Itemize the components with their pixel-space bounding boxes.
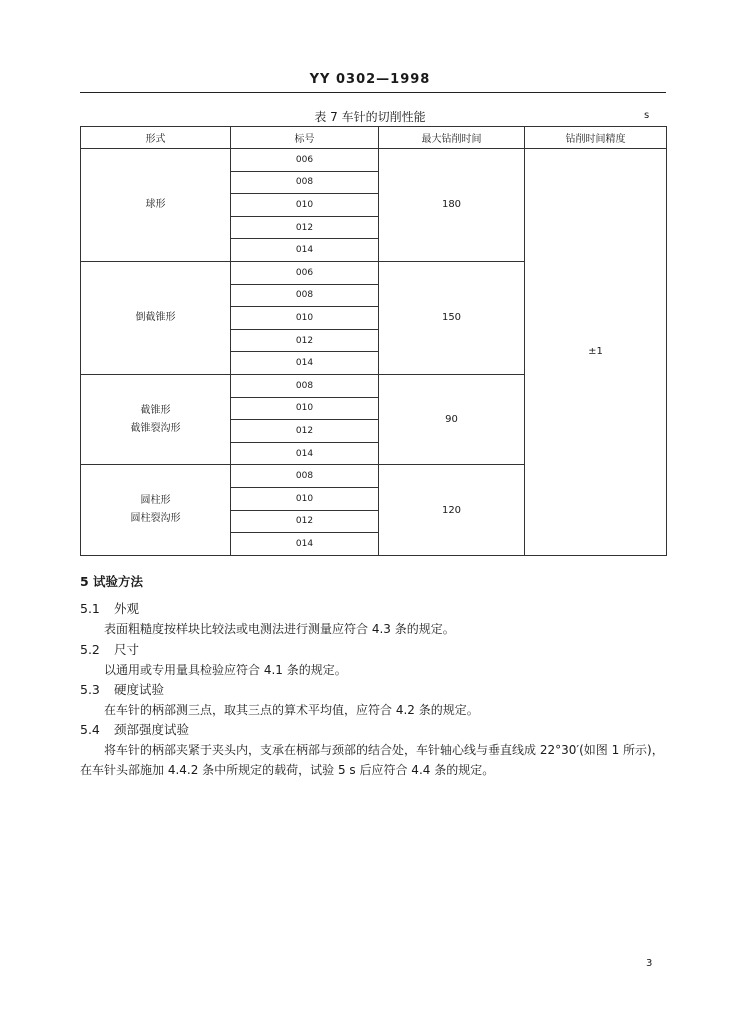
shape-cell bbox=[81, 149, 231, 262]
shape-label: 倒截锥形 bbox=[135, 311, 176, 323]
subsection-title: 颈部强度试验 bbox=[113, 722, 189, 737]
shape-label: 圆柱形 bbox=[140, 495, 171, 506]
code-cell: 008 bbox=[231, 374, 379, 397]
standard-header-title: YY 0302—1998 bbox=[309, 72, 431, 87]
code-cell: 012 bbox=[231, 216, 379, 239]
max-time-cell: 150 bbox=[379, 261, 525, 374]
max-time-cell: 90 bbox=[379, 374, 525, 464]
code-cell: 010 bbox=[231, 307, 379, 330]
section-heading-test-methods: 5 试验方法 bbox=[80, 574, 144, 589]
subsection-number: 5.1 bbox=[80, 601, 100, 616]
code-cell: 014 bbox=[231, 239, 379, 262]
code-cell: 008 bbox=[231, 171, 379, 194]
header-max-time: 最大钻削时间 bbox=[379, 127, 525, 149]
header-code: 标号 bbox=[231, 127, 379, 149]
code-cell: 014 bbox=[231, 352, 379, 375]
code-cell: 008 bbox=[231, 284, 379, 307]
code-cell: 006 bbox=[231, 149, 379, 172]
shape-cell bbox=[81, 261, 231, 374]
header-precision: 钻削时间精度 bbox=[525, 127, 667, 149]
code-cell: 006 bbox=[231, 261, 379, 284]
subsection-number: 5.2 bbox=[80, 642, 100, 657]
code-cell: 008 bbox=[231, 465, 379, 488]
table-caption: 表 7 车针的切削性能 bbox=[314, 110, 426, 124]
subsection-number: 5.4 bbox=[80, 722, 100, 737]
subsection-title: 外观 bbox=[113, 601, 139, 616]
subsection-title: 硬度试验 bbox=[113, 682, 164, 697]
shape-label: 圆柱裂沟形 bbox=[130, 513, 181, 524]
header-shape: 形式 bbox=[81, 127, 231, 149]
code-cell: 014 bbox=[231, 442, 379, 465]
subsection-5-3-text: 在车针的柄部测三点，取其三点的算术平均值，应符合 4.2 条的规定。 bbox=[104, 703, 479, 717]
shape-cell bbox=[81, 465, 231, 555]
subsection-5-2-text: 以通用或专用量具检验应符合 4.1 条的规定。 bbox=[104, 663, 347, 677]
code-cell: 010 bbox=[231, 397, 379, 420]
code-cell: 012 bbox=[231, 329, 379, 352]
table-row bbox=[81, 149, 667, 172]
code-cell: 012 bbox=[231, 420, 379, 443]
table-header-row bbox=[81, 127, 667, 149]
subsection-5-1-text: 表面粗糙度按样块比较法或电测法进行测量应符合 4.3 条的规定。 bbox=[104, 622, 455, 636]
code-cell: 010 bbox=[231, 194, 379, 217]
table-unit: s bbox=[644, 110, 650, 121]
subsection-number: 5.3 bbox=[80, 682, 100, 697]
subsection-title: 尺寸 bbox=[113, 642, 139, 657]
page-number: 3 bbox=[646, 958, 653, 969]
max-time-cell: 120 bbox=[379, 465, 525, 555]
code-cell: 014 bbox=[231, 533, 379, 556]
subsection-5-4-heading bbox=[80, 720, 189, 738]
shape-cell bbox=[81, 374, 231, 464]
subsection-5-2-heading bbox=[80, 640, 139, 658]
subsection-5-4-text: 将车针的柄部夹紧于夹头内，支承在柄部与颈部的结合处，车针轴心线与垂直线成 22°30′(如图 1 所示)，在车针头部施加 4.4.2 条中所规定的载荷，试验 5 s 后应符合 4.4 条的规定。 bbox=[80, 743, 664, 777]
code-cell: 012 bbox=[231, 510, 379, 533]
shape-label: 截锥裂沟形 bbox=[130, 422, 181, 434]
subsection-5-1-heading bbox=[80, 599, 139, 617]
header-divider bbox=[80, 92, 666, 93]
cutting-performance-table bbox=[80, 126, 667, 556]
precision-cell: ±1 bbox=[525, 149, 667, 556]
code-cell: 010 bbox=[231, 487, 379, 510]
shape-label: 截锥形 bbox=[140, 404, 171, 416]
max-time-cell: 180 bbox=[379, 149, 525, 262]
shape-label: 球形 bbox=[145, 198, 166, 210]
subsection-5-3-heading bbox=[80, 680, 164, 698]
